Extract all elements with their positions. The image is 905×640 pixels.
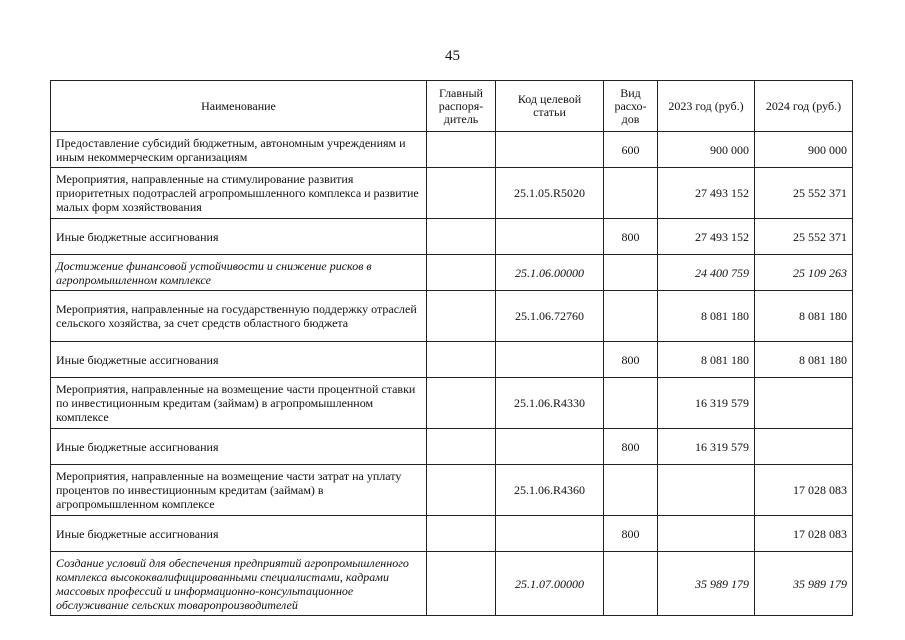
cell-code bbox=[496, 342, 604, 378]
table-body bbox=[51, 132, 853, 616]
header-code: Код целевой статьи bbox=[496, 81, 604, 132]
cell-name: Иные бюджетные ассигнования bbox=[51, 219, 427, 255]
cell-amount-2023: 27 493 152 bbox=[658, 168, 755, 219]
cell-expense-type: 800 bbox=[604, 429, 658, 465]
header-manager: Главный распоря-дитель bbox=[427, 81, 496, 132]
cell-code: 25.1.05.R5020 bbox=[496, 168, 604, 219]
header-type: Вид расхо-дов bbox=[604, 81, 658, 132]
cell-name: Достижение финансовой устойчивости и снижение рисков в агропромышленном комплексе bbox=[51, 255, 427, 291]
cell-code: 25.1.06.R4360 bbox=[496, 465, 604, 516]
table-row bbox=[51, 219, 853, 255]
table-row bbox=[51, 516, 853, 552]
table-row bbox=[51, 552, 853, 616]
cell-amount-2023 bbox=[658, 516, 755, 552]
cell-amount-2024: 17 028 083 bbox=[755, 465, 853, 516]
table-row bbox=[51, 255, 853, 291]
cell-name: Создание условий для обеспечения предприятий агропромышленного комплекса высококвалифицированными специалистами, кадрами массовых профессий и информационно-консультационное обслуживание сельских товаропроизводителей bbox=[51, 552, 427, 616]
cell-manager bbox=[427, 429, 496, 465]
table-row bbox=[51, 465, 853, 516]
cell-amount-2024: 25 552 371 bbox=[755, 168, 853, 219]
cell-manager bbox=[427, 342, 496, 378]
table-row bbox=[51, 132, 853, 168]
cell-amount-2024 bbox=[755, 429, 853, 465]
cell-name: Иные бюджетные ассигнования bbox=[51, 429, 427, 465]
cell-code: 25.1.06.72760 bbox=[496, 291, 604, 342]
cell-manager bbox=[427, 552, 496, 616]
cell-name: Предоставление субсидий бюджетным, автономным учреждениям и иным некоммерческим организациям bbox=[51, 132, 427, 168]
cell-amount-2023: 16 319 579 bbox=[658, 429, 755, 465]
cell-expense-type: 800 bbox=[604, 516, 658, 552]
cell-name: Мероприятия, направленные на государственную поддержку отраслей сельского хозяйства, за счет средств областного бюджета bbox=[51, 291, 427, 342]
table-row bbox=[51, 168, 853, 219]
cell-amount-2023: 8 081 180 bbox=[658, 342, 755, 378]
cell-name: Мероприятия, направленные на возмещение части процентной ставки по инвестиционным кредитам (займам) в агропромышленном комплексе bbox=[51, 378, 427, 429]
table-row bbox=[51, 378, 853, 429]
cell-expense-type: 600 bbox=[604, 132, 658, 168]
header-2024: 2024 год (руб.) bbox=[755, 81, 853, 132]
cell-name: Иные бюджетные ассигнования bbox=[51, 342, 427, 378]
cell-expense-type: 800 bbox=[604, 219, 658, 255]
table-row bbox=[51, 342, 853, 378]
cell-amount-2024: 17 028 083 bbox=[755, 516, 853, 552]
cell-manager bbox=[427, 255, 496, 291]
budget-table bbox=[50, 80, 853, 616]
cell-amount-2023: 900 000 bbox=[658, 132, 755, 168]
cell-amount-2024: 8 081 180 bbox=[755, 342, 853, 378]
cell-code: 25.1.06.00000 bbox=[496, 255, 604, 291]
cell-code bbox=[496, 429, 604, 465]
cell-manager bbox=[427, 219, 496, 255]
cell-amount-2024: 25 552 371 bbox=[755, 219, 853, 255]
cell-code bbox=[496, 132, 604, 168]
cell-name: Иные бюджетные ассигнования bbox=[51, 516, 427, 552]
cell-amount-2023: 27 493 152 bbox=[658, 219, 755, 255]
cell-manager bbox=[427, 168, 496, 219]
cell-manager bbox=[427, 291, 496, 342]
cell-expense-type bbox=[604, 378, 658, 429]
cell-manager bbox=[427, 465, 496, 516]
cell-manager bbox=[427, 378, 496, 429]
table-header-row bbox=[51, 81, 853, 132]
header-name: Наименование bbox=[51, 81, 427, 132]
cell-amount-2023: 24 400 759 bbox=[658, 255, 755, 291]
cell-expense-type bbox=[604, 552, 658, 616]
cell-expense-type bbox=[604, 255, 658, 291]
cell-manager bbox=[427, 516, 496, 552]
cell-amount-2024 bbox=[755, 378, 853, 429]
cell-expense-type bbox=[604, 168, 658, 219]
cell-amount-2023 bbox=[658, 465, 755, 516]
cell-amount-2023: 8 081 180 bbox=[658, 291, 755, 342]
cell-name: Мероприятия, направленные на стимулирование развития приоритетных подотраслей агропромышленного комплекса и развитие малых форм хозяйствования bbox=[51, 168, 427, 219]
header-2023: 2023 год (руб.) bbox=[658, 81, 755, 132]
cell-amount-2023: 35 989 179 bbox=[658, 552, 755, 616]
cell-code: 25.1.07.00000 bbox=[496, 552, 604, 616]
cell-amount-2024: 35 989 179 bbox=[755, 552, 853, 616]
cell-amount-2024: 900 000 bbox=[755, 132, 853, 168]
cell-amount-2024: 8 081 180 bbox=[755, 291, 853, 342]
cell-expense-type bbox=[604, 465, 658, 516]
table-row bbox=[51, 429, 853, 465]
table-row bbox=[51, 291, 853, 342]
cell-code bbox=[496, 516, 604, 552]
cell-expense-type bbox=[604, 291, 658, 342]
cell-name: Мероприятия, направленные на возмещение части затрат на уплату процентов по инвестиционным кредитам (займам) в агропромышленном комплексе bbox=[51, 465, 427, 516]
cell-code: 25.1.06.R4330 bbox=[496, 378, 604, 429]
cell-expense-type: 800 bbox=[604, 342, 658, 378]
cell-code bbox=[496, 219, 604, 255]
cell-manager bbox=[427, 132, 496, 168]
cell-amount-2023: 16 319 579 bbox=[658, 378, 755, 429]
cell-amount-2024: 25 109 263 bbox=[755, 255, 853, 291]
page-number: 45 bbox=[445, 48, 460, 64]
